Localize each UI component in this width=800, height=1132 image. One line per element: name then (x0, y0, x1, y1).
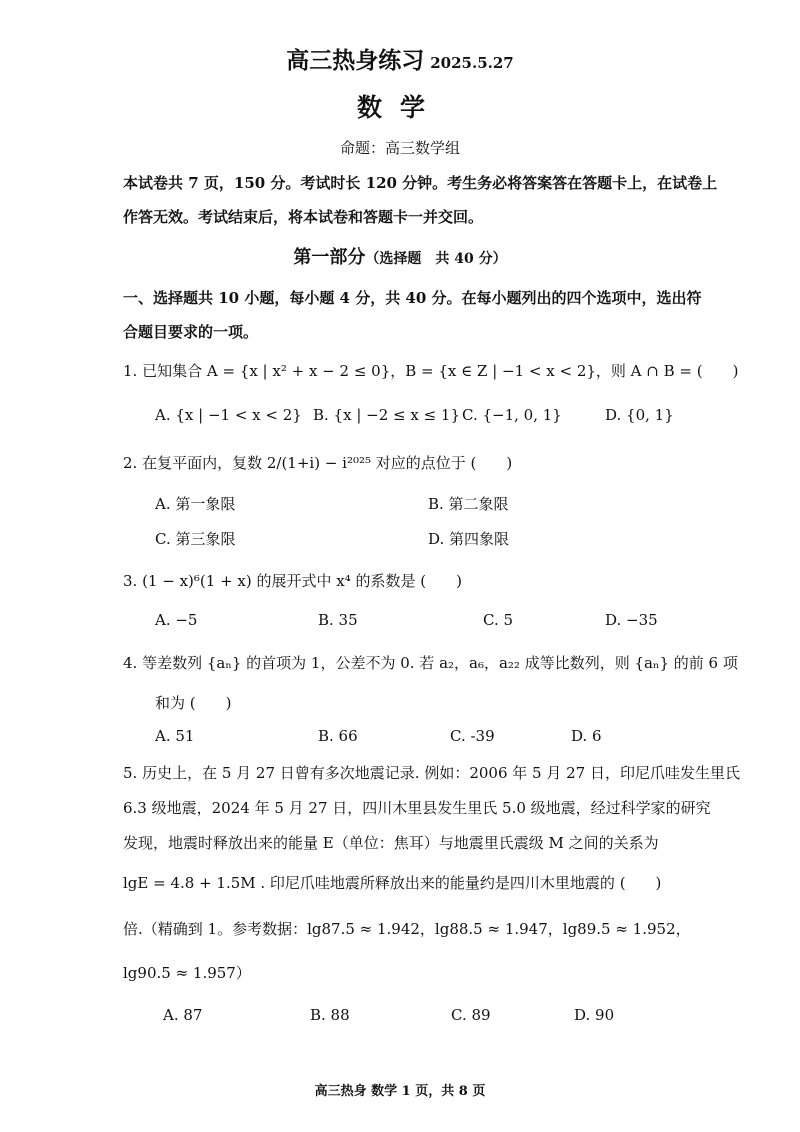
q2-option-a: A. 第一象限 (155, 495, 236, 513)
q3-option-d: D. −35 (605, 611, 658, 629)
question-5-stem-line-1: 5. 历史上，在 5 月 27 日曾有多次地震记录. 例如：2006 年 5 月 27 日，印尼爪哇发生里氏 (123, 764, 740, 782)
author-line: 命题：高三数学组 (339, 139, 460, 157)
question-5-stem-line-4: lgE = 4.8 + 1.5M . 印尼爪哇地震所释放出来的能量约是四川木里地震的 ( ) (123, 874, 662, 892)
section-instructions-line-1: 一、选择题共 10 小题，每小题 4 分，共 40 分。在每小题列出的四个选项中，选出符 (123, 289, 702, 307)
instructions-line-1: 本试卷共 7 页，150 分。考试时长 120 分钟。考生务必将答案答在答题卡上，在试卷上 (123, 174, 718, 192)
q4-option-c: C. -39 (450, 727, 495, 745)
q3-option-b: B. 35 (318, 611, 358, 629)
title-text: 高三热身练习 (286, 47, 425, 74)
exam-title (0, 42, 800, 75)
question-5-stem-line-5: 倍.（精确到 1。参考数据：lg87.5 ≈ 1.942，lg88.5 ≈ 1.947，lg89.5 ≈ 1.952， (123, 920, 691, 938)
q5-option-c: C. 89 (451, 1006, 491, 1024)
question-2-stem: 2. 在复平面内，复数 2/(1+i) − i²⁰²⁵ 对应的点位于 ( ) (123, 454, 513, 472)
q1-option-d: D. {0, 1} (605, 406, 674, 424)
q2-option-d: D. 第四象限 (428, 530, 510, 548)
question-4-stem-line-2: 和为 ( ) (155, 694, 232, 712)
q4-option-d: D. 6 (571, 727, 602, 745)
q2-option-b: B. 第二象限 (428, 495, 509, 513)
q3-option-c: C. 5 (483, 611, 514, 629)
q1-option-b: B. {x | −2 ≤ x ≤ 1} (313, 406, 461, 424)
q5-option-a: A. 87 (163, 1006, 203, 1024)
section-instructions-line-2: 合题目要求的一项。 (123, 323, 259, 341)
exam-date: 2025.5.27 (430, 54, 514, 72)
q5-option-b: B. 88 (310, 1006, 350, 1024)
part-heading (0, 243, 800, 269)
q5-option-d: D. 90 (574, 1006, 615, 1024)
q4-option-a: A. 51 (155, 727, 195, 745)
q4-option-b: B. 66 (318, 727, 358, 745)
question-5-stem-line-3: 发现，地震时释放出来的能量 E（单位：焦耳）与地震里氏震级 M 之间的关系为 (123, 834, 659, 852)
subject-heading: 数学 (356, 93, 443, 122)
part-subtitle: （选择题 共 40 分） (365, 251, 507, 267)
q1-option-c: C. {−1, 0, 1} (462, 406, 562, 424)
question-1-stem: 1. 已知集合 A = {x | x² + x − 2 ≤ 0}，B = {x ∈ Z | −1 < x < 2}，则 A ∩ B = ( ) (123, 362, 739, 380)
page-footer: 高三热身 数学 1 页，共 8 页 (314, 1084, 486, 1099)
question-3-stem: 3. (1 − x)⁶(1 + x) 的展开式中 x⁴ 的系数是 ( ) (123, 572, 462, 590)
q2-option-c: C. 第三象限 (155, 530, 236, 548)
q3-option-a: A. −5 (155, 611, 198, 629)
instructions-line-2: 作答无效。考试结束后，将本试卷和答题卡一并交回。 (123, 208, 484, 226)
question-4-stem-line-1: 4. 等差数列 {aₙ} 的首项为 1，公差不为 0. 若 a₂，a₆，a₂₂ 成等比数列，则 {aₙ} 的前 6 项 (123, 654, 738, 672)
q1-option-a: A. {x | −1 < x < 2} (155, 406, 302, 424)
question-5-stem-line-2: 6.3 级地震，2024 年 5 月 27 日，四川木里县发生里氏 5.0 级地震，经过科学家的研究 (123, 799, 711, 817)
part-title: 第一部分 (293, 247, 366, 268)
question-5-stem-line-6: lg90.5 ≈ 1.957） (123, 964, 251, 982)
